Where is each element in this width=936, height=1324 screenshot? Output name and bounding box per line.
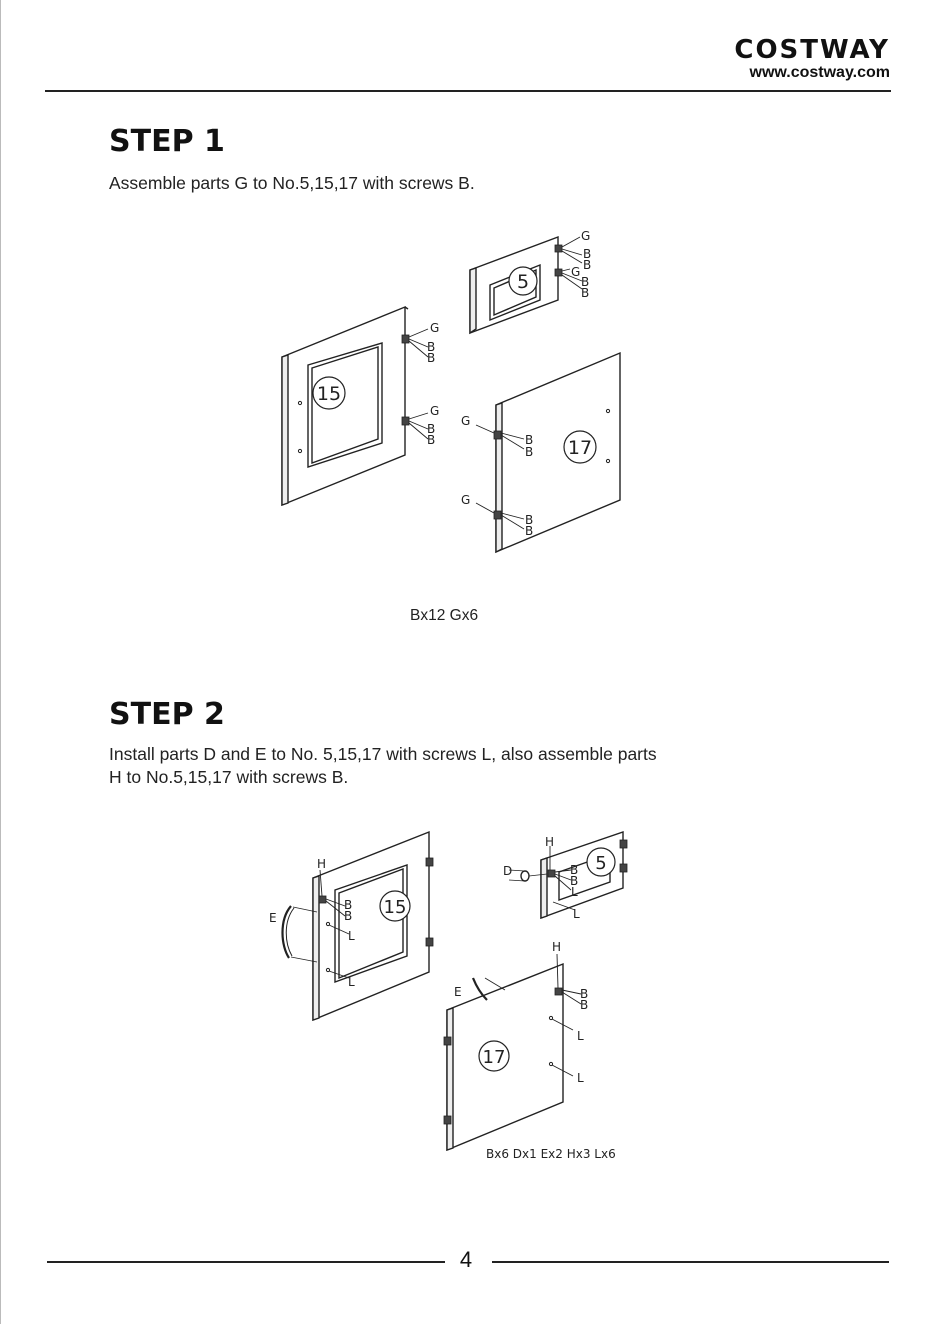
s1-label-b7: B <box>427 422 436 436</box>
s2-label-b1: B <box>344 898 353 912</box>
s1-label-g3: G <box>430 321 440 335</box>
footer-rule-right <box>492 1261 889 1263</box>
step2-panel-5-label: 5 <box>595 853 607 874</box>
s1-label-b8: B <box>427 433 436 447</box>
footer-rule-left <box>47 1261 445 1263</box>
s2-label-h2: H <box>545 835 555 849</box>
step1-parts-count: Bx12 Gx6 <box>410 607 479 624</box>
step2-panel-17-label: 17 <box>482 1047 506 1068</box>
s1-label-g2: G <box>571 265 581 279</box>
page-number: 4 <box>459 1247 473 1272</box>
s2-label-l5: L <box>577 1029 584 1043</box>
s1-label-g5: G <box>461 414 471 428</box>
step1-diagram <box>270 225 630 560</box>
step2-diagram <box>265 830 635 1160</box>
s1-label-b1: B <box>583 247 592 261</box>
s1-label-g1: G <box>581 229 591 243</box>
panel-15 <box>282 307 408 505</box>
page-edge <box>0 0 1 1324</box>
s2-label-e2: E <box>454 985 462 999</box>
s2-label-b6: B <box>580 998 589 1012</box>
s2-label-l6: L <box>577 1071 584 1085</box>
step2-instruction-line1: Install parts D and E to No. 5,15,17 with screws L, also assemble parts <box>109 744 657 764</box>
s2-label-e1: E <box>269 911 277 925</box>
s2-label-l3: L <box>571 885 578 899</box>
s1-label-b2: B <box>583 258 592 272</box>
s2-label-d: D <box>503 864 513 878</box>
s1-label-b5: B <box>427 340 436 354</box>
s2-label-b5: B <box>580 987 589 1001</box>
s2-label-l1: L <box>348 929 355 943</box>
step2-panel-15-label: 15 <box>383 897 407 918</box>
s1-label-b12: B <box>525 524 534 538</box>
s2-label-b2: B <box>344 909 353 923</box>
header-rule <box>45 90 891 92</box>
step1-panel-5-label: 5 <box>516 271 530 293</box>
s1-label-b9: B <box>525 433 534 447</box>
step2-title: STEP 2 <box>109 697 225 732</box>
s1-label-b11: B <box>525 513 534 527</box>
step1-instruction: Assemble parts G to No.5,15,17 with screws B. <box>109 173 475 193</box>
s2-label-h1: H <box>317 857 327 871</box>
s1-label-b10: B <box>525 445 534 459</box>
s2-label-l4: L <box>573 907 580 921</box>
panel-17 <box>496 353 620 552</box>
step1-panel-15-label: 15 <box>316 383 342 405</box>
step1-panel-17-label: 17 <box>567 437 593 459</box>
s1-label-g4: G <box>430 404 440 418</box>
s2-label-l2: L <box>348 975 355 989</box>
s1-label-b4: B <box>581 286 590 300</box>
step1-title: STEP 1 <box>109 124 225 159</box>
s2-label-b4: B <box>570 874 579 888</box>
brand-url: www.costway.com <box>749 64 890 81</box>
s2-label-b3: B <box>570 863 579 877</box>
brand-logo: COSTWAY <box>734 35 890 65</box>
s1-label-b6: B <box>427 351 436 365</box>
step2-instruction-line2: H to No.5,15,17 with screws B. <box>109 767 349 787</box>
brand-block <box>734 36 890 82</box>
step2-parts-count: Bx6 Dx1 Ex2 Hx3 Lx6 <box>486 1147 616 1161</box>
s1-label-g6: G <box>461 493 471 507</box>
s2-label-h3: H <box>552 940 562 954</box>
s1-label-b3: B <box>581 275 590 289</box>
